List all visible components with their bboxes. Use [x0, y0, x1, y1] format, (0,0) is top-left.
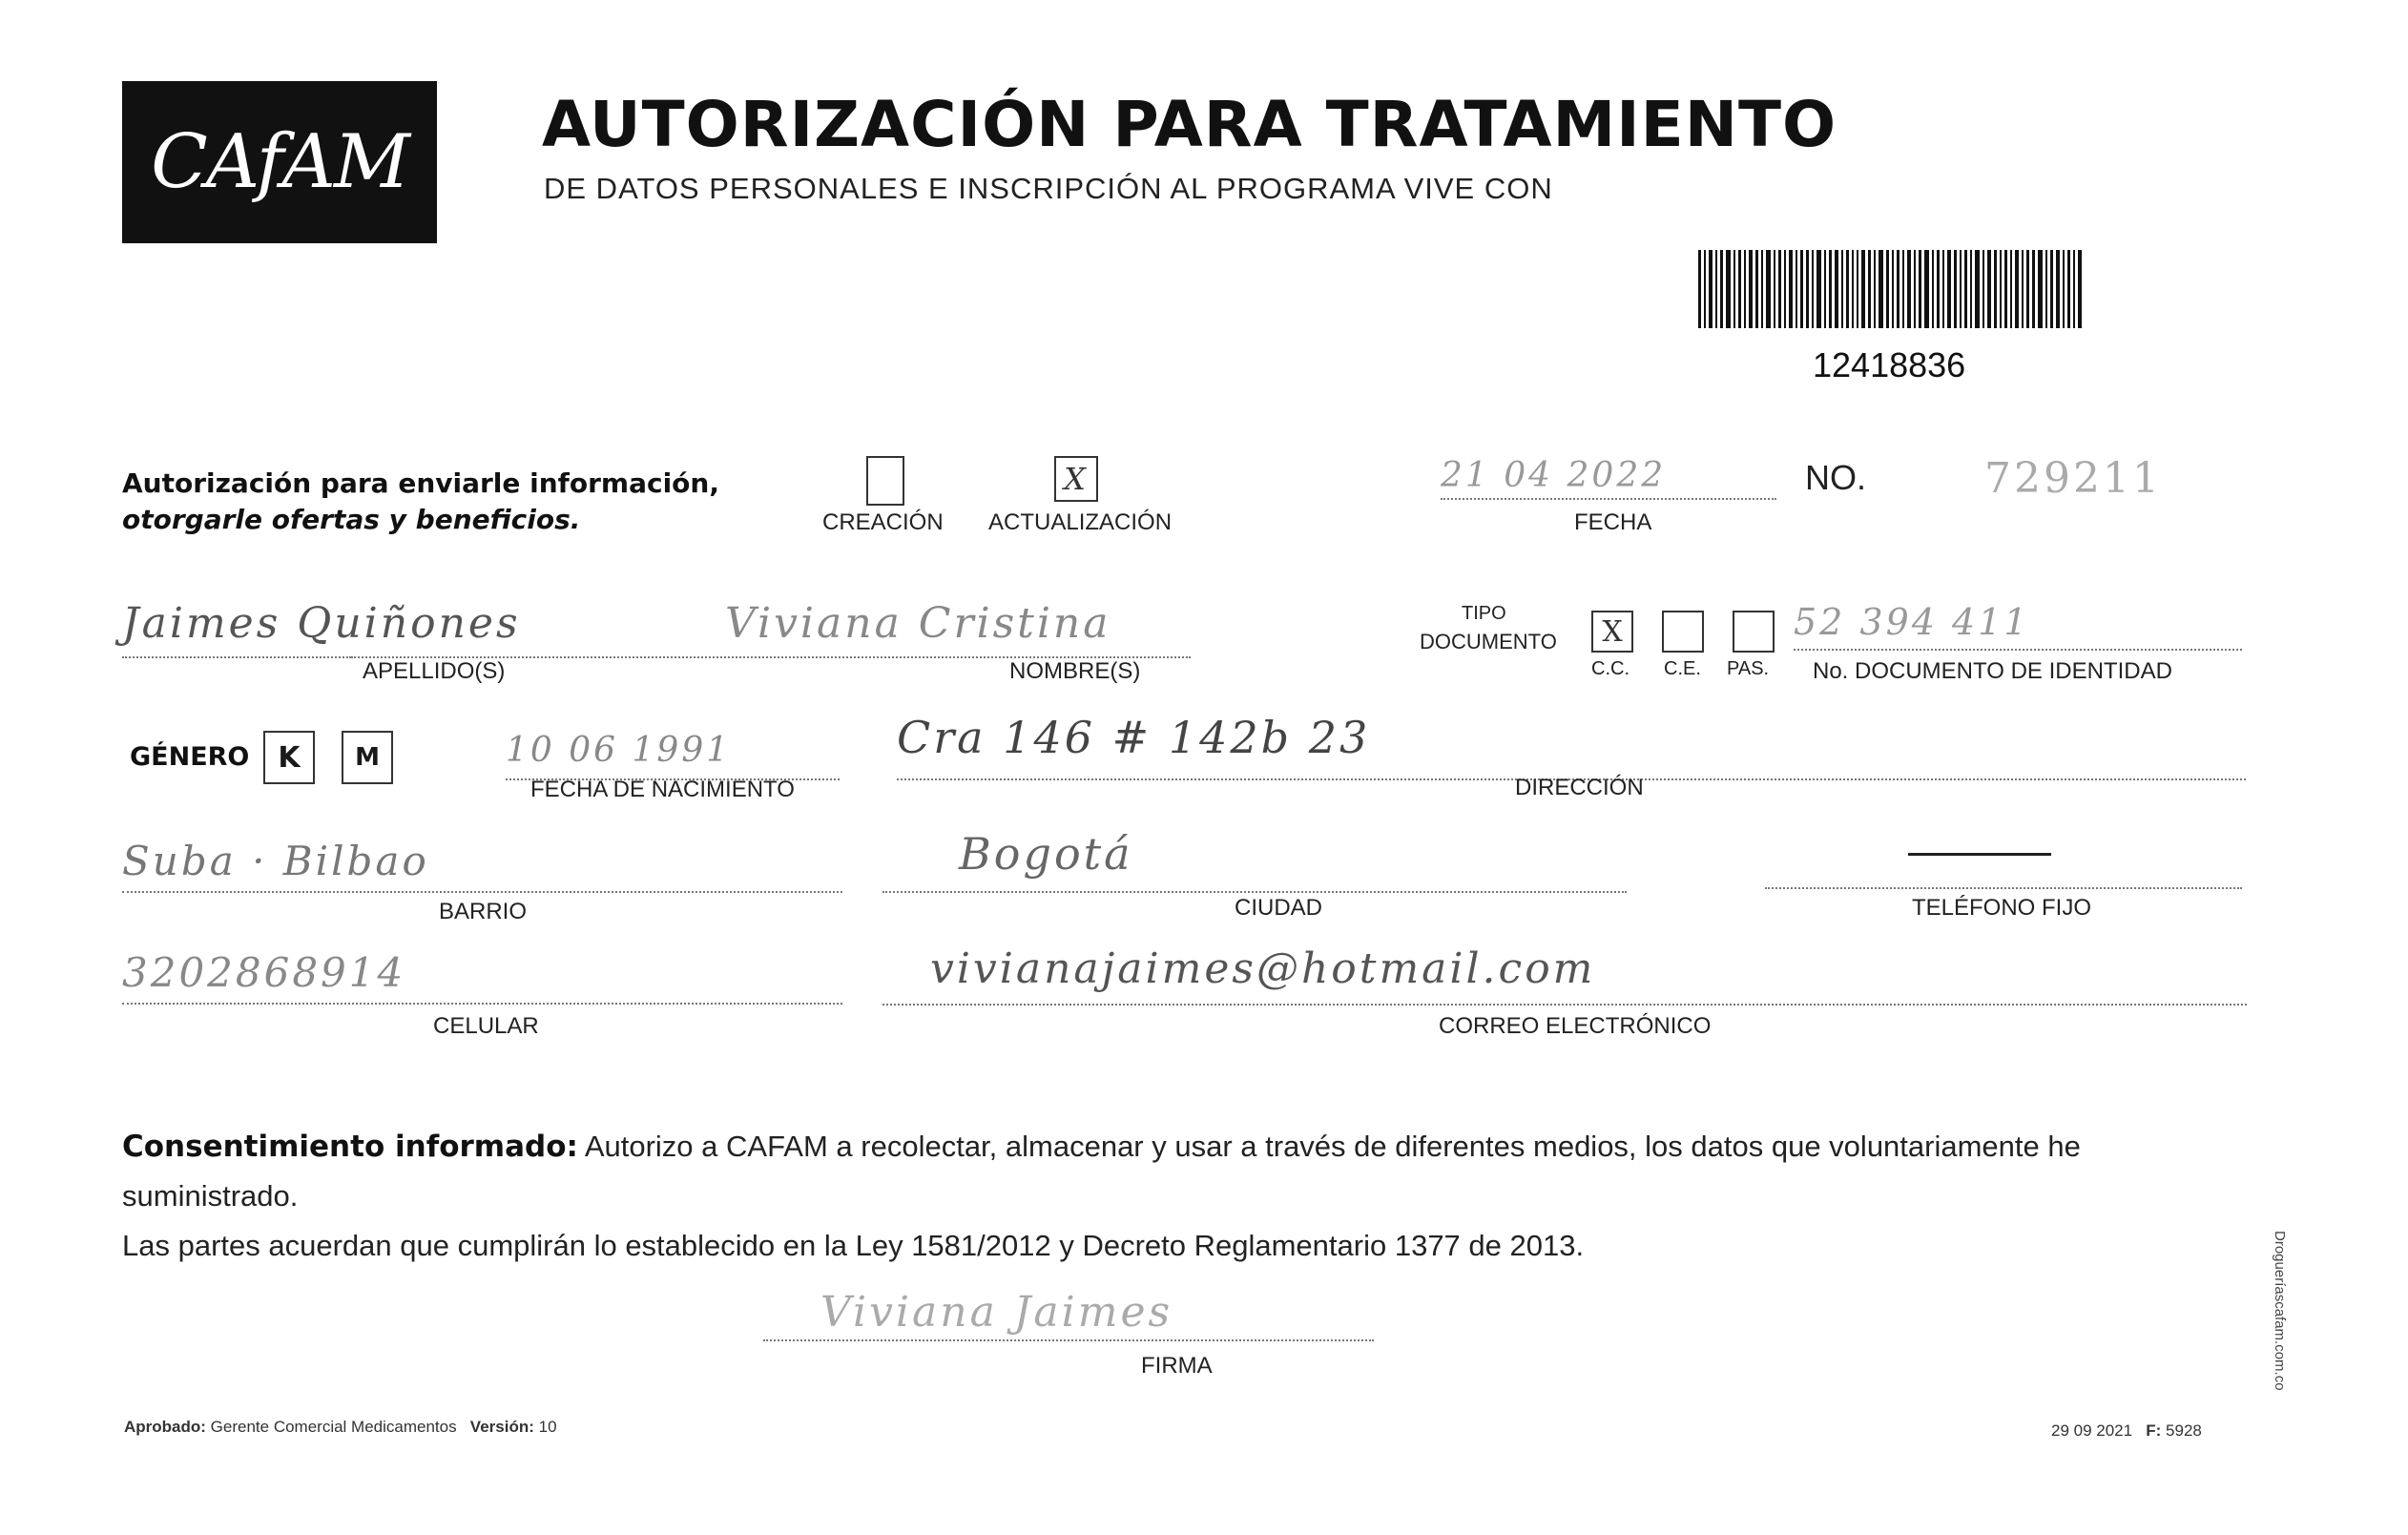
barcode-bar	[1796, 250, 1797, 328]
direccion-value: Cra 146 # 142b 23	[897, 712, 1371, 763]
fecha-nacimiento-field[interactable]	[506, 731, 840, 780]
authorization-text	[122, 466, 719, 538]
barcode-bar	[1744, 250, 1746, 328]
barcode-bar	[1709, 250, 1713, 328]
barcode-bar	[1749, 250, 1753, 328]
firma-label: FIRMA	[1141, 1353, 1213, 1379]
ce-label: C.E.	[1664, 658, 1701, 679]
form-value: 5928	[2166, 1421, 2202, 1440]
barcode-bar	[1715, 250, 1717, 328]
direccion-label: DIRECCIÓN	[1515, 775, 1644, 800]
barcode-bar	[1720, 250, 1723, 328]
barcode-bar	[1897, 250, 1899, 328]
barcode-bar	[1954, 250, 1957, 328]
footer-left	[124, 1418, 557, 1437]
barcode-bar	[1942, 250, 1944, 328]
barcode-bar	[2063, 250, 2065, 328]
barcode-bar	[1789, 250, 1793, 328]
barcode-bar	[1816, 250, 1821, 328]
barcode-bar	[2010, 250, 2012, 328]
documento-field[interactable]	[1794, 601, 2242, 651]
actualizacion-mark: X	[1064, 461, 1089, 497]
barcode-bar	[1987, 250, 1991, 328]
apellidos-value: Jaimes Quiñones	[122, 599, 521, 648]
barcode-bar	[2067, 250, 2070, 328]
documento-tipo-label: DOCUMENTO	[1420, 630, 1557, 653]
fecha-field[interactable]	[1441, 456, 1776, 500]
barcode-bar	[2022, 250, 2024, 328]
fecha-nacimiento-value: 10 06 1991	[506, 731, 732, 770]
ciudad-label: CIUDAD	[1235, 895, 1323, 921]
barcode-bar	[1784, 250, 1786, 328]
barcode-bar	[1919, 250, 1921, 328]
celular-label: CELULAR	[433, 1013, 539, 1039]
barcode-bar	[1824, 250, 1826, 328]
barcode-bar	[1892, 250, 1894, 328]
genero-m-label: M	[355, 743, 380, 772]
ce-checkbox[interactable]	[1662, 611, 1704, 653]
creacion-label: CREACIÓN	[822, 509, 944, 535]
barcode-bar	[1970, 250, 1972, 328]
barcode-bar	[2050, 250, 2053, 328]
barcode-bar	[2073, 250, 2075, 328]
barcode-bar	[1778, 250, 1781, 328]
tipo-label: TIPO	[1462, 603, 1506, 624]
barcode-bar	[1874, 250, 1876, 328]
barcode-bar	[1846, 250, 1849, 328]
consent-text-1: Autorizo a CAFAM a recolectar, almacenar y usar a través de diferentes medios, los datos que voluntariamente he suministrado.	[122, 1130, 2081, 1213]
barcode-bar	[1960, 250, 1962, 328]
barcode-number: 12418836	[1813, 345, 1966, 384]
barcode-bar	[1924, 250, 1929, 328]
barrio-field[interactable]	[122, 838, 842, 893]
barcode-bar	[1726, 250, 1731, 328]
aprobado-value: Gerente Comercial Medicamentos	[210, 1418, 457, 1436]
barcode-bar	[1907, 250, 1911, 328]
vertical-website: Drogueríascafam.com.co	[2272, 1231, 2288, 1391]
nombres-label: NOMBRE(S)	[1009, 658, 1141, 684]
barcode-bar	[2032, 250, 2035, 328]
barcode-bar	[1766, 250, 1771, 328]
consent-text-2: Las partes acuerdan que cumplirán lo establecido en la Ley 1581/2012 y Decreto Reglamentario 1377 de 2013.	[122, 1229, 1585, 1262]
telefono-label: TELÉFONO FIJO	[1912, 895, 2092, 921]
barcode-bar	[2026, 250, 2029, 328]
genero-f-checkbox[interactable]	[263, 731, 315, 784]
barcode-bar	[1704, 250, 1706, 328]
barcode	[1698, 250, 2085, 328]
pas-label: PAS.	[1727, 658, 1770, 679]
barcode-bar	[2056, 250, 2060, 328]
barcode-bar	[1755, 250, 1758, 328]
actualizacion-label: ACTUALIZACIÓN	[988, 509, 1173, 535]
barcode-bar	[1914, 250, 1916, 328]
genero-m-checkbox[interactable]	[342, 731, 393, 784]
barcode-bar	[1761, 250, 1763, 328]
barrio-label: BARRIO	[439, 899, 528, 924]
barcode-bar	[1937, 250, 1940, 328]
barcode-bar	[1879, 250, 1883, 328]
barcode-bar	[1886, 250, 1889, 328]
cc-label: C.C.	[1591, 658, 1630, 679]
barcode-bar	[1975, 250, 1980, 328]
firma-field[interactable]	[763, 1288, 1374, 1341]
consent-paragraph	[122, 1122, 2259, 1271]
nombres-value: Viviana Cristina	[725, 599, 1111, 648]
barcode-bar	[1868, 250, 1871, 328]
version-value: 10	[538, 1418, 557, 1436]
footer-date: 29 09 2021	[2051, 1421, 2133, 1440]
ciudad-value: Bogotá	[959, 828, 1133, 880]
barcode-bar	[1964, 250, 1967, 328]
barcode-bar	[1902, 250, 1904, 328]
form-label: F:	[2146, 1421, 2162, 1440]
fecha-label: FECHA	[1574, 509, 1652, 535]
barcode-bar	[1857, 250, 1858, 328]
barcode-bar	[2045, 250, 2047, 328]
barcode-bar	[1698, 250, 1701, 328]
consent-heading: Consentimiento informado:	[122, 1130, 578, 1164]
barcode-bar	[1800, 250, 1803, 328]
barcode-bar	[1774, 250, 1775, 328]
barcode-bar	[1932, 250, 1934, 328]
authorization-line-2: otorgarle ofertas y beneficios.	[122, 504, 581, 535]
ciudad-field[interactable]	[882, 828, 1627, 893]
correo-field[interactable]	[882, 944, 2247, 1006]
documento-value: 52 394 411	[1794, 601, 2030, 643]
correo-label: CORREO ELECTRÓNICO	[1439, 1013, 1712, 1039]
aprobado-label: Aprobado:	[124, 1418, 206, 1436]
barcode-bar	[1994, 250, 1997, 328]
barcode-bar	[1806, 250, 1809, 328]
cc-mark: X	[1602, 614, 1623, 649]
documento-label: No. DOCUMENTO DE IDENTIDAD	[1813, 658, 2172, 684]
no-label: NO.	[1805, 458, 1867, 497]
fecha-nacimiento-label: FECHA DE NACIMIENTO	[530, 777, 795, 802]
firma-value: Viviana Jaimes	[820, 1288, 1173, 1337]
telefono-dash	[1908, 853, 2051, 856]
authorization-line-1: Autorización para enviarle información,	[122, 467, 719, 499]
barcode-bar	[2038, 250, 2043, 328]
barcode-bar	[2000, 250, 2002, 328]
barcode-bar	[1852, 250, 1854, 328]
genero-label: GÉNERO	[130, 742, 250, 772]
logo-text: CAfAM	[151, 119, 408, 205]
celular-field[interactable]	[122, 949, 842, 1005]
barcode-bar	[1812, 250, 1814, 328]
barcode-bar	[1829, 250, 1832, 328]
creacion-checkbox[interactable]	[866, 456, 904, 506]
barcode-bar	[1861, 250, 1865, 328]
telefono-field[interactable]	[1765, 840, 2242, 889]
correo-value: vivianajaimes@hotmail.com	[930, 944, 1596, 993]
fecha-value: 21 04 2022	[1441, 456, 1667, 495]
version-label: Versión:	[469, 1418, 534, 1436]
barcode-bar	[2015, 250, 2019, 328]
no-value: 729211	[1984, 454, 2162, 503]
barcode-bar	[1947, 250, 1951, 328]
genero-f-mark: K	[278, 740, 301, 775]
barcode-bar	[2078, 250, 2082, 328]
barcode-bar	[1841, 250, 1843, 328]
page-title: AUTORIZACIÓN PARA TRATAMIENTO	[542, 88, 1837, 161]
barcode-bar	[1835, 250, 1838, 328]
barcode-bar	[1738, 250, 1741, 328]
cc-checkbox[interactable]	[1591, 611, 1633, 653]
footer-right	[2051, 1421, 2202, 1441]
pas-checkbox[interactable]	[1733, 611, 1775, 653]
celular-value: 3202868914	[122, 949, 406, 996]
cafam-logo	[122, 81, 437, 243]
apellidos-label: APELLIDO(S)	[363, 658, 506, 684]
page-subtitle: DE DATOS PERSONALES E INSCRIPCIÓN AL PROGRAMA VIVE CON	[544, 172, 1553, 205]
actualizacion-checkbox[interactable]	[1054, 456, 1098, 502]
barrio-value: Suba · Bilbao	[122, 838, 429, 884]
barcode-bar	[1982, 250, 1984, 328]
direccion-field[interactable]	[897, 712, 2246, 780]
barcode-bar	[2004, 250, 2007, 328]
barcode-bar	[1733, 250, 1735, 328]
